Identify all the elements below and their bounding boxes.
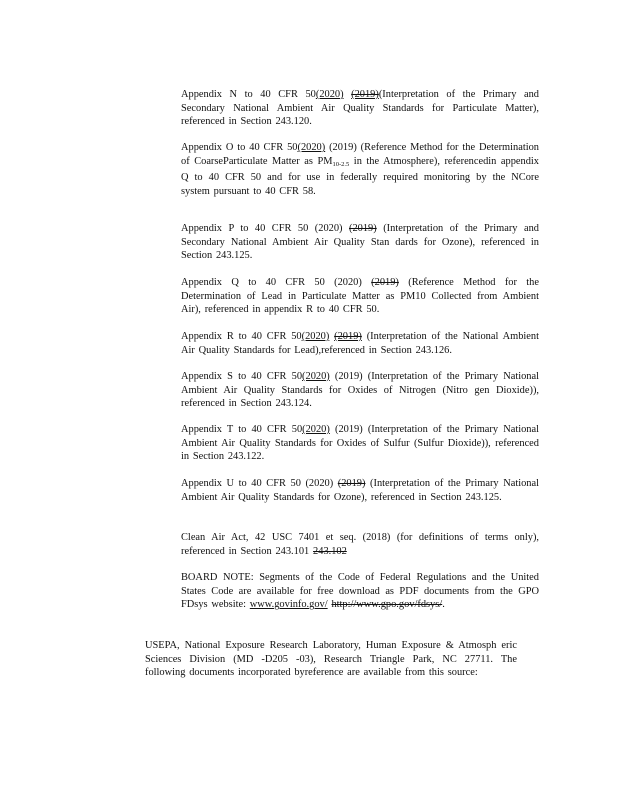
text-segment: Appendix U to 40 CFR 50 (2020) bbox=[181, 478, 338, 489]
text-segment: . bbox=[442, 599, 445, 611]
subscript-text: 10-2.5 bbox=[332, 160, 350, 168]
deleted-text: 243.102 bbox=[313, 545, 347, 557]
appendix-p-paragraph bbox=[181, 222, 539, 263]
inserted-text: (2020) bbox=[297, 142, 326, 153]
text-segment: in the Atmosphere), referencedin appendix Q to 40 CFR 50 and for use in federally required monitoring by the NCore system pursuant to 40 CFR 58. bbox=[181, 155, 539, 197]
text-segment: USEPA, National Exposure Research Laboratory, Human Exposure & Atmosph eric Sciences Division (MD -D205 -03), Research Triangle Park, NC 27711. The following documents incorporated byreference are available from this source: bbox=[145, 640, 517, 679]
text-segment: Appendix Q to 40 CFR 50 (2020) bbox=[181, 277, 372, 288]
text-segment: (Interpretation of the National Ambient Air Quality Standards for Lead),referenced in Section 243.126. bbox=[181, 331, 539, 356]
text-segment: Appendix N to 40 CFR 50 bbox=[181, 89, 316, 100]
appendix-r-paragraph bbox=[181, 330, 539, 357]
text-segment: Appendix S to 40 CFR 50 bbox=[181, 371, 303, 382]
text-segment: (2019) (Interpretation of the Primary National Ambient Air Quality Standards for Oxides of Nitrogen (Nitro gen Dioxide)), referenced in Section 243.124. bbox=[181, 371, 539, 410]
inserted-text: (2020) bbox=[301, 331, 330, 342]
deleted-text: (2019) bbox=[351, 89, 379, 100]
text-segment: Appendix R to 40 CFR 50 bbox=[181, 331, 302, 342]
text-segment: (Interpretation of the Primary and Secondary National Ambient Air Quality Stan dards for Ozone), referenced in Section 243.125. bbox=[181, 223, 539, 262]
appendix-s-paragraph bbox=[181, 370, 539, 411]
text-segment: (Interpretation of the Primary and Secondary National Ambient Air Quality Standards for Particulate Matter), referenced in Section 243.120. bbox=[181, 89, 539, 128]
deleted-text: (2019) bbox=[337, 478, 366, 489]
appendix-q-paragraph bbox=[181, 276, 539, 317]
text-segment: Clean Air Act, 42 USC 7401 et seq. (2018) (for definitions of terms only), referenced in Section 243.101 bbox=[181, 532, 539, 557]
text-segment: (2019) (Interpretation of the Primary National Ambient Air Quality Standards for Oxides of Sulfur (Sulfur Dioxide)), referenced in Section 243.122. bbox=[181, 424, 539, 463]
appendix-t-paragraph bbox=[181, 423, 539, 464]
appendix-n-paragraph bbox=[181, 88, 539, 129]
text-segment: BOARD NOTE: Segments of the Code of Federal Regulations and the United States Code are available for free download as PDF documents from the GPO FDsys website: bbox=[181, 572, 539, 611]
text-segment: (Interpretation of the Primary National Ambient Air Quality Standards for Ozone), referenced in Section 243.125. bbox=[181, 478, 539, 503]
text-segment: (Reference Method for the Determination of Lead in Particulate Matter as PM10 Collected from Ambient Air), referenced in appendix R to 40 CFR 50. bbox=[181, 277, 539, 316]
text-segment: (2019) (Reference Method for the Determination of CoarseParticulate Matter as PM bbox=[181, 142, 539, 167]
inserted-text: (2020) bbox=[302, 371, 330, 382]
appendix-u-paragraph bbox=[181, 477, 539, 504]
inserted-text: (2020) bbox=[315, 89, 344, 100]
deleted-text: (2019) bbox=[371, 277, 399, 288]
deleted-text: (2019) bbox=[334, 331, 362, 342]
clean-air-act-paragraph bbox=[181, 531, 539, 558]
board-note-paragraph bbox=[181, 571, 539, 612]
deleted-text: (2019) bbox=[349, 223, 377, 234]
appendix-o-paragraph bbox=[181, 141, 539, 198]
inserted-text: (2020) bbox=[302, 424, 330, 435]
text-segment: Appendix T to 40 CFR 50 bbox=[181, 424, 303, 435]
deleted-link-text: http://www.gpo.gov/fdsys/ bbox=[331, 599, 443, 611]
text-segment: Appendix P to 40 CFR 50 (2020) bbox=[181, 223, 350, 234]
usepa-source-paragraph bbox=[145, 639, 517, 680]
text-segment: Appendix O to 40 CFR 50 bbox=[181, 142, 298, 153]
inserted-link-text: www.govinfo.gov/ bbox=[249, 599, 328, 611]
